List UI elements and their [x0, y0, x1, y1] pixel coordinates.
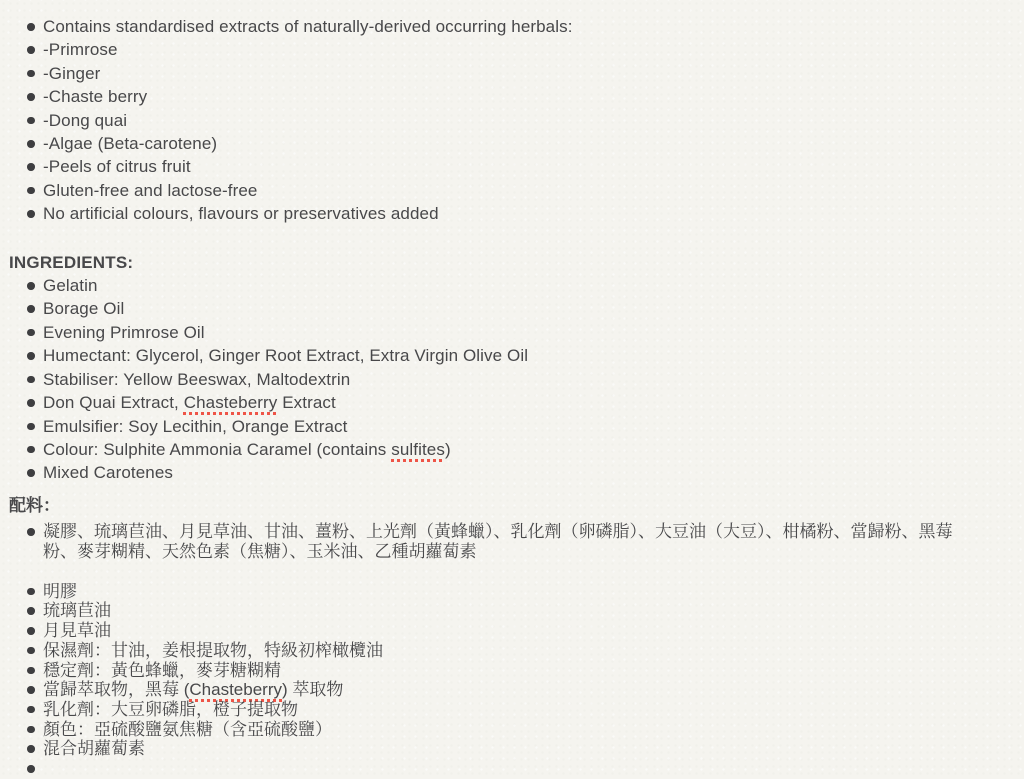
- bullet-dot-icon: [27, 446, 35, 454]
- misspelled-word: Chasteberry: [183, 393, 278, 413]
- text-run: Humectant: Glycerol, Ginger Root Extract, Extra Virgin Olive Oil: [43, 346, 529, 366]
- bullet-dot-icon: [27, 305, 35, 313]
- list-item-text: [43, 641, 383, 660]
- bullet-dot-icon: [27, 282, 35, 290]
- list-item: [43, 85, 1010, 108]
- misspelled-word: sulfites: [391, 439, 445, 459]
- bullet-dot-icon: [27, 528, 35, 536]
- text-run: 月見草油: [43, 621, 111, 641]
- list-item-text: [43, 522, 953, 561]
- bullet-dot-icon: [27, 352, 35, 360]
- list-item-text: [43, 680, 343, 699]
- text-run: Borage Oil: [43, 299, 125, 319]
- bullet-dot-icon: [27, 117, 35, 125]
- text-run: Emulsifier: Soy Lecithin, Orange Extract: [43, 416, 348, 436]
- bullet-dot-icon: [27, 46, 35, 54]
- list-item-text: [43, 40, 118, 59]
- list-item-text: [43, 87, 147, 106]
- list-item: [43, 274, 1010, 297]
- bullet-dot-icon: [27, 399, 35, 407]
- list-item-text: [43, 393, 336, 412]
- text-run: Stabiliser: Yellow Beeswax, Maltodextrin: [43, 369, 351, 389]
- list-item: [43, 522, 975, 562]
- list-item-text: [43, 700, 298, 719]
- bullet-dot-icon: [27, 23, 35, 31]
- list-item: [43, 368, 1010, 391]
- ingredients-heading: INGREDIENTS:: [9, 252, 134, 272]
- bullet-dot-icon: [27, 726, 35, 734]
- list-item-text: [43, 181, 257, 200]
- text-run: 穩定劑：黃色蜂蠟，麥芽糖糊精: [43, 660, 281, 680]
- list-item: [43, 641, 1010, 661]
- cjk-combined-bullet-list: [9, 522, 975, 562]
- text-run: -Chaste berry: [43, 87, 148, 107]
- text-run: ) 萃取物: [282, 680, 344, 700]
- text-run: ): [444, 439, 451, 459]
- cjk-detail-bullet-list: [9, 582, 1010, 779]
- bullet-dot-icon: [27, 187, 35, 195]
- text-run: 凝膠、琉璃苣油、月見草油、甘油、薑粉、上光劑（黃蜂蠟）、乳化劑（卵磷脂）、大豆油（大豆）、柑橘粉、當歸粉、黑莓粉、麥芽糊精、天然色素（焦糖）、玉米油、乙種胡蘿蔔素: [43, 521, 953, 561]
- text-run: Contains standardised extracts of naturally-derived occurring herbals:: [43, 17, 573, 36]
- list-item-text: [43, 739, 145, 758]
- text-run: Mixed Carotenes: [43, 463, 174, 483]
- text-run: 琉璃苣油: [43, 601, 111, 621]
- bullet-dot-icon: [27, 745, 35, 753]
- list-item-text: [43, 157, 191, 176]
- intro-bullet-list: [9, 15, 1010, 226]
- bullet-dot-icon: [27, 423, 35, 431]
- text-run: 當歸萃取物，黑莓 (: [43, 680, 190, 700]
- list-item-text: [43, 720, 332, 739]
- list-item-text: [43, 64, 100, 83]
- text-run: 保濕劑：甘油，姜根提取物，特級初榨橄欖油: [43, 640, 383, 660]
- text-run: -Ginger: [43, 63, 101, 83]
- list-item: [43, 179, 1010, 202]
- list-item: [43, 155, 1010, 178]
- list-item-text: [43, 346, 528, 365]
- list-item: [43, 297, 1010, 320]
- bullet-dot-icon: [27, 329, 35, 337]
- text-run: No artificial colours, flavours or preservatives added: [43, 204, 439, 224]
- list-item-text: [43, 417, 347, 436]
- list-item: [43, 15, 1010, 38]
- bullet-dot-icon: [27, 627, 35, 635]
- text-run: 混合胡蘿蔔素: [43, 739, 145, 759]
- list-item-text: [43, 204, 439, 223]
- list-item: [43, 415, 1010, 438]
- bullet-dot-icon: [27, 667, 35, 675]
- text-run: -Algae (Beta-carotene): [43, 134, 218, 154]
- bullet-dot-icon: [27, 765, 35, 773]
- list-item-text: [43, 323, 205, 342]
- list-item-text: [43, 17, 573, 36]
- bullet-dot-icon: [27, 469, 35, 477]
- list-item: [43, 759, 1010, 779]
- list-item-text: [43, 661, 281, 680]
- text-run: -Primrose: [43, 40, 118, 60]
- list-item-text: [43, 134, 217, 153]
- list-item-text: [43, 276, 98, 295]
- text-run: -Peels of citrus fruit: [43, 157, 191, 177]
- bullet-dot-icon: [27, 163, 35, 171]
- bullet-dot-icon: [27, 588, 35, 596]
- list-item-text: [43, 582, 77, 601]
- bullet-dot-icon: [27, 93, 35, 101]
- list-item: [43, 438, 1010, 461]
- bullet-dot-icon: [27, 706, 35, 714]
- bullet-dot-icon: [27, 376, 35, 384]
- list-item: [43, 38, 1010, 61]
- misspelled-word: Chasteberry: [189, 680, 282, 700]
- list-item: [43, 601, 1010, 621]
- ingredients-bullet-list: [9, 274, 1010, 485]
- text-run: 明膠: [43, 581, 77, 601]
- list-item-text: [43, 370, 350, 389]
- list-item: [43, 461, 1010, 484]
- list-item-text: [43, 111, 127, 130]
- text-run: Don Quai Extract,: [43, 393, 184, 413]
- list-item: [43, 700, 1010, 720]
- list-item: [43, 62, 1010, 85]
- list-item: [43, 321, 1010, 344]
- list-item: [43, 344, 1010, 367]
- list-item: [43, 720, 1010, 740]
- text-run: 顏色：亞硫酸鹽氨焦糖（含亞硫酸鹽）: [43, 719, 332, 739]
- text-run: Extract: [277, 393, 336, 413]
- list-item-text: [43, 621, 111, 640]
- list-item: [43, 661, 1010, 681]
- bullet-dot-icon: [27, 140, 35, 148]
- list-item: [43, 739, 1010, 759]
- bullet-dot-icon: [27, 210, 35, 218]
- text-run: -Dong quai: [43, 110, 128, 130]
- text-run: Gluten-free and lactose-free: [43, 180, 258, 200]
- list-item: [43, 109, 1010, 132]
- text-run: 乳化劑：大豆卵磷脂，橙子提取物: [43, 699, 298, 719]
- bullet-dot-icon: [27, 607, 35, 615]
- list-item: [43, 582, 1010, 602]
- list-item: [43, 391, 1010, 414]
- text-run: Evening Primrose Oil: [43, 322, 205, 342]
- list-item-text: [43, 440, 451, 459]
- list-item-text: [43, 601, 111, 620]
- text-run: Colour: Sulphite Ammonia Caramel (contains: [43, 439, 392, 459]
- bullet-dot-icon: [27, 686, 35, 694]
- list-item: [43, 202, 1010, 225]
- list-item-text: [43, 463, 173, 482]
- cjk-ingredients-heading: 配料：: [9, 495, 60, 515]
- list-item: [43, 132, 1010, 155]
- text-run: Gelatin: [43, 276, 98, 296]
- bullet-dot-icon: [27, 647, 35, 655]
- bullet-dot-icon: [27, 70, 35, 78]
- list-item: [43, 621, 1010, 641]
- list-item-text: [43, 299, 124, 318]
- list-item: [43, 680, 1010, 700]
